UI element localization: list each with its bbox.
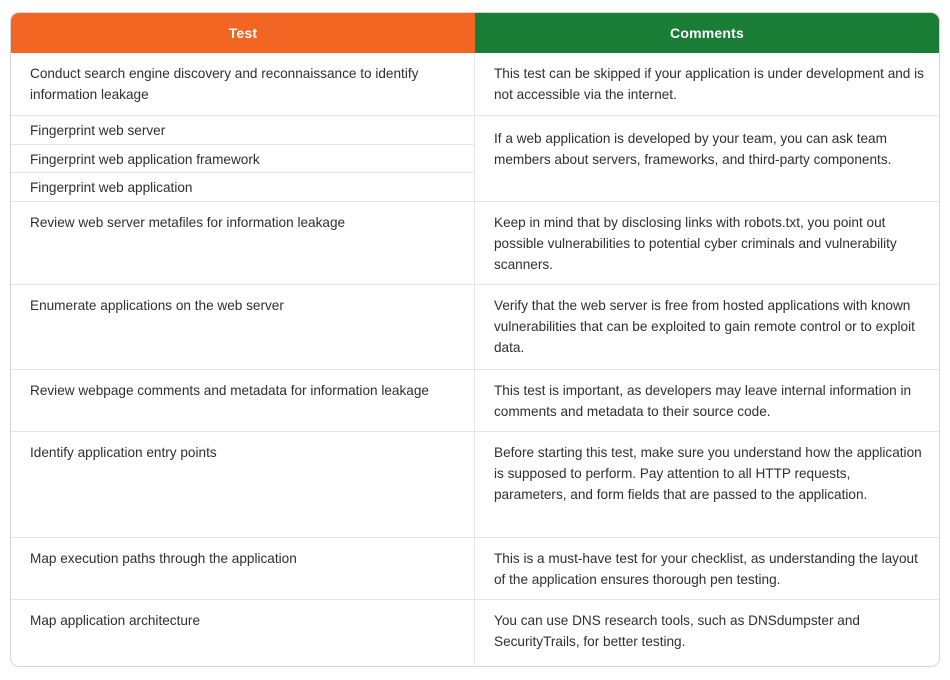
checklist-table: [10, 12, 940, 667]
comment-cell: You can use DNS research tools, such as DNSdumpster and SecurityTrails, for better testing.: [494, 613, 860, 649]
table-row: [11, 201, 939, 284]
comment-cell: Keep in mind that by disclosing links with robots.txt, you point out possible vulnerabilities to potential cyber criminals and vulnerability scanners.: [494, 215, 897, 272]
comment-cell: This test can be skipped if your application is under development and is not accessible via the internet.: [494, 66, 924, 102]
test-cell: Review webpage comments and metadata for information leakage: [11, 370, 475, 431]
table-row: [11, 53, 939, 115]
table-row: [11, 369, 939, 431]
comment-cell: This test is important, as developers may leave internal information in comments and metadata to their source code.: [494, 383, 912, 419]
test-cell: Fingerprint web application framework: [11, 144, 474, 172]
test-sublist: [11, 116, 475, 201]
test-cell: Enumerate applications on the web server: [11, 285, 475, 369]
test-cell: Conduct search engine discovery and reconnaissance to identify information leakage: [11, 53, 475, 115]
test-cell: Review web server metafiles for information leakage: [11, 202, 475, 284]
comment-cell: If a web application is developed by your team, you can ask team members about servers, frameworks, and third-party components.: [494, 131, 892, 167]
header-test: Test: [11, 13, 475, 53]
comment-cell: Verify that the web server is free from hosted applications with known vulnerabilities that can be exploited to gain remote control or to exploit data.: [494, 298, 915, 355]
table-row: [11, 599, 939, 665]
test-cell: Fingerprint web application: [11, 172, 474, 200]
table-row: [11, 431, 939, 537]
test-cell: Identify application entry points: [11, 432, 475, 537]
test-cell: Fingerprint web server: [30, 123, 166, 138]
test-cell: Map application architecture: [11, 600, 475, 665]
table-header: [11, 13, 939, 53]
test-cell: Map execution paths through the application: [11, 538, 475, 599]
table-row: [11, 284, 939, 369]
table-row: [11, 537, 939, 599]
comment-cell: Before starting this test, make sure you understand how the application is supposed to perform. Pay attention to all HTTP requests, parameters, and form fields that are passed to the application.: [494, 445, 922, 502]
table-row: [11, 115, 939, 201]
comment-cell: This is a must-have test for your checklist, as understanding the layout of the application ensures thorough pen testing.: [494, 551, 918, 587]
header-comments: Comments: [475, 13, 939, 53]
